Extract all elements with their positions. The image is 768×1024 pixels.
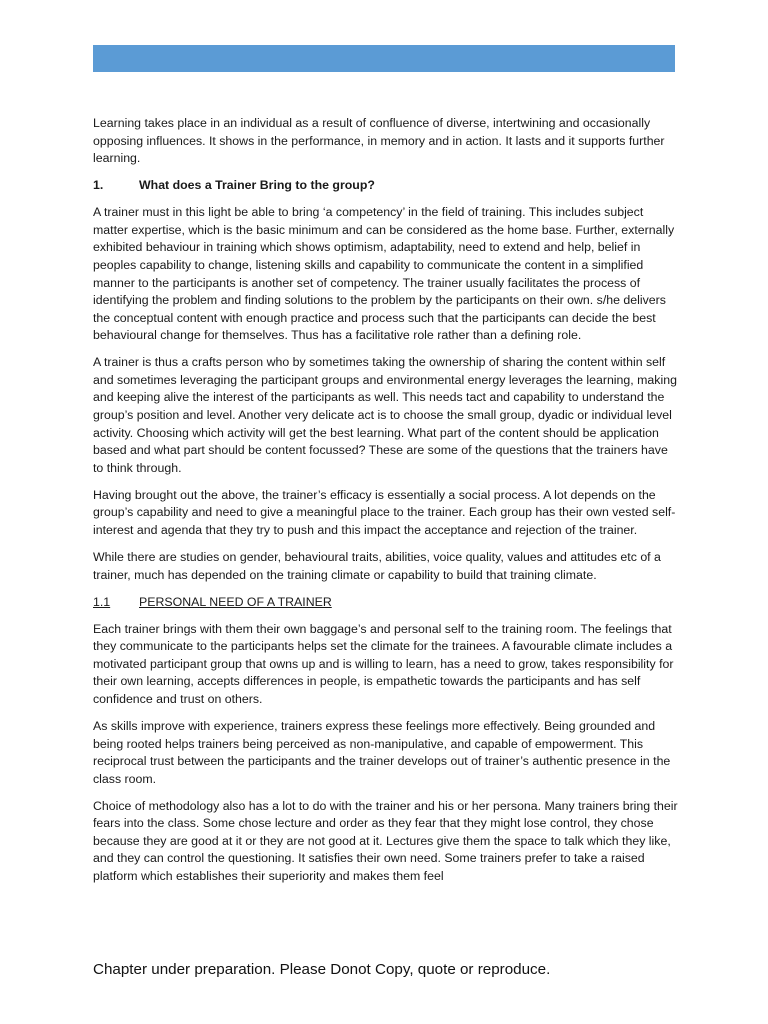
chapter-header-bar [93,45,675,91]
body-paragraph: While there are studies on gender, behavioural traits, abilities, voice quality, values and attitudes etc of a trainer, much has depended on the training climate or capability to build that training climate. [93,550,661,582]
body-paragraph: As skills improve with experience, trainers express these feelings more effectively. Being grounded and being rooted helps trainers being perceived as non-manipulative, and capable of empowerment. This reciprocal trust between the participants and the trainer develops out of trainer’s authentic presence in the class room. [93,718,671,786]
chapter-title: CHAPTER 2- TRAINER AND TRAINING STYLES [246,79,528,91]
body-paragraph: Choice of methodology also has a lot to do with the trainer and his or her persona. Many trainers bring their fears into the class. Some chose lecture and order as they fear that they might lose control, they chose because they are good at it or they are not good at it. Lectures give them the space to talk which they like, and they can control the questioning. It satisfies their own need. Some trainers prefer to take a raised platform which establishes their superiority and makes them feel [93,798,678,884]
document-body [93,115,678,895]
section-heading-1 [93,177,678,195]
body-paragraph: A trainer is thus a crafts person who by sometimes taking the ownership of sharing the content within self and sometimes leveraging the participant groups and environmental energy leverages the learning, making and keeping alive the interest of the participants as well. This needs tact and capability to understand the group’s position and level. Another very delicate act is to choose the small group, dyadic or individual level activity. Choosing which activity will get the best learning. What part of the content should be application based and what part should be content focussed? These are some of the questions that the trainers have to think through. [93,355,677,475]
subsection-number: 1.1 [93,594,111,609]
intro-paragraph: Learning takes place in an individual as a result of confluence of diverse, intertwining and occasionally opposing influences. It shows in the performance, in memory and in action. It lasts and it supports further learning. [93,116,665,166]
section-heading-1-1 [93,594,678,612]
body-paragraph: Having brought out the above, the trainer’s efficacy is essentially a social process. A lot depends on the group’s capability and need to give a meaningful place to the trainer. Each group has their own vested self- interest and agenda that they try to push and this impact the acceptance and rejection of the trainer. [93,487,676,538]
subsection-title: PERSONAL NEED OF A TRAINER [139,594,332,609]
section-number: 1. [93,178,104,193]
copyright-notice: Chapter under preparation. Please Donot Copy, quote or reproduce. [93,961,551,978]
body-paragraph: A trainer must in this light be able to bring ‘a competency’ in the field of training. This includes subject matter expertise, which is the basic minimum and can be considered as the home base. Further, externally exhibited behaviour in training which shows optimism, adaptability, need to extend and help, belief in peoples capability to change, listening skills and capability to communicate the content in a simplified manner to the participants is another set of competency. The trainer usually facilitates the process of identifying the problem and finding solutions to the problem by the participants on their own. s/he delivers the conceptual content with enough practice and process such that the participants can decide the best behavioural change for themselves. Thus has a facilitative role rather than a defining role. [93,205,675,343]
body-paragraph: Each trainer brings with them their own baggage’s and personal self to the training room. The feelings that they communicate to the participants helps set the climate for the trainees. A favourable climate includes a motivated participant group that owns up and is willing to learn, has a need to grow, takes responsibility for their own learning, accepts differences in people, is empathetic towards the participants and has self confidence and trust on others. [93,621,674,706]
section-title: What does a Trainer Bring to the group? [139,178,375,193]
